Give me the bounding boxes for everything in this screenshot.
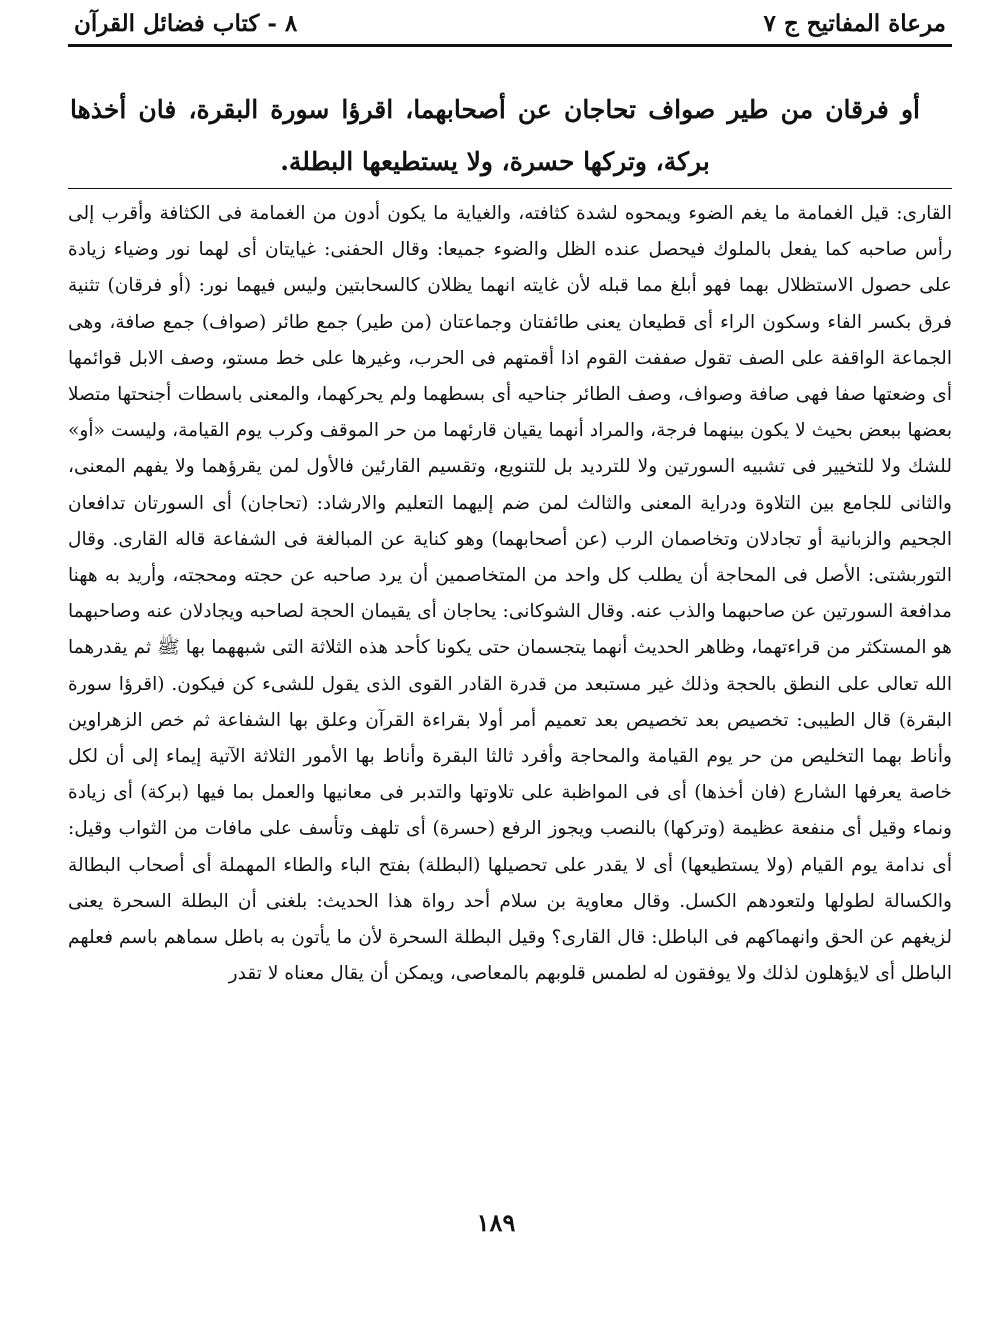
chapter-title: ٨ - كتاب فضائل القرآن <box>74 10 298 37</box>
hadith-divider <box>68 188 952 189</box>
page-number: ١٨٩ <box>476 1208 516 1237</box>
running-header <box>68 6 952 46</box>
book-title: مرعاة المفاتيح ج ٧ <box>763 10 946 37</box>
header-divider <box>68 44 952 47</box>
commentary-text: القارى: قيل الغمامة ما يغم الضوء ويمحوه لشدة كثافته، والغياية ما يكون أدون من الغمامة فى الكثافة وأقرب إلى رأس صاحبه كما يفعل بالملوك فيحصل عنده الظل والضوء جميعا: وقال الحفنى: غيايتان أى لهما نور وضياء زيادة على حصول الاستظلال بهما فهو أبلغ مما قبله لأن غايته انهما يظلان كالسحابتين وليس فيهما نور: (أو فرقان) تثنية فرق بكسر الفاء وسكون الراء أى قطيعان يعنى طائفتان وجماعتان (من طير) جمع طائر (صواف) جمع صافة، وهى الجماعة الواقفة على الصف تقول صففت القوم اذا أقمتهم فى الحرب، وغيرها على خط مستو، وصف الابل قوائمها أى وضعتها صفا فهى صافة وصواف، وصف الطائر جناحيه أى بسطهما ولم يحركهما، والمعنى باسطات أجنحتها متصلا بعضها ببعض بحيث لا يكون بينهما فرجة، والمراد أنهما يقيان قارئهما من حر الموقف وكرب يوم القيامة، وليست «أو» للشك ولا للتخيير فى تشبيه السورتين ولا للترديد بل للتنويع، وتقسيم القارئين فالأول لمن يقرؤهما ولا يفهم المعنى، والثانى للجامع بين التلاوة ودراية المعنى والثالث لمن ضم إليهما التعليم والارشاد: (تحاجان) أى السورتان تدافعان الجحيم والزبانية أو تجادلان وتخاصمان الرب (عن أصحابهما) وهو كناية عن المبالغة فى الشفاعة قاله القارى. وقال التوربشتى: الأصل فى المحاجة أن يطلب كل واحد من المتخاصمين أن يرد صاحبه عن حجته ومحجته، وأريد به ههنا مدافعة السورتين عن صاحبهما والذب عنه. وقال الشوكانى: يحاجان أى يقيمان الحجة لصاحبه ويجادلان عنه وصاحبهما هو المستكثر من قراءتهما، وظاهر الحديث أنهما يتجسمان حتى يكونا كأحد هذه الثلاثة التى شبههما بها ﷺ ثم يقدرهما الله تعالى على النطق بالحجة وذلك غير مستبعد من قدرة القادر القوى الذى يقول للشىء كن فيكون. (اقرؤا سورة البقرة) قال الطيبى: تخصيص بعد تخصيص بعد تعميم أمر أولا بقراءة القرآن وعلق بها الشفاعة ثم خص الزهراوين وأناط بهما التخليص من حر يوم القيامة والمحاجة وأفرد ثالثا البقرة وأناط بها الأمور الثلاثة الآتية إيماء إلى أن لكل خاصة يعرفها الشارع (فان أخذها) أى فى المواظبة على تلاوتها والتدبر فى معانيها والعمل بما فيها (بركة) أى زيادة ونماء وقيل أى منفعة عظيمة (وتركها) بالنصب ويجوز الرفع (حسرة) أى تلهف وتأسف على مافات من الثواب وقيل: أى ندامة يوم القيام (ولا يستطيعها) أى لا يقدر على تحصيلها (البطلة) بفتح الباء والطاء المهملة أى أصحاب البطالة والكسالة لطولها ولتعودهم الكسل. وقال معاوية بن سلام أحد رواة هذا الحديث: بلغنى أن البطلة السحرة يعنى لزيغهم عن الحق وانهماكهم فى الباطل: قال القارى؟ وقيل البطلة السحرة لأن ما يأتون به باطل سماهم باسم فعلهم الباطل أى لايؤهلون لذلك ولا يوفقون له لطمس قلوبهم بالمعاصى، ويمكن أن يقال معناه لا تقدر <box>68 203 952 985</box>
hadith-text: أو فرقان من طير صواف تحاجان عن أصحابهما، اقرؤا سورة البقرة، فان أخذها بركة، وتركها حسرة، ولا يستطيعها البطلة. <box>70 95 920 176</box>
